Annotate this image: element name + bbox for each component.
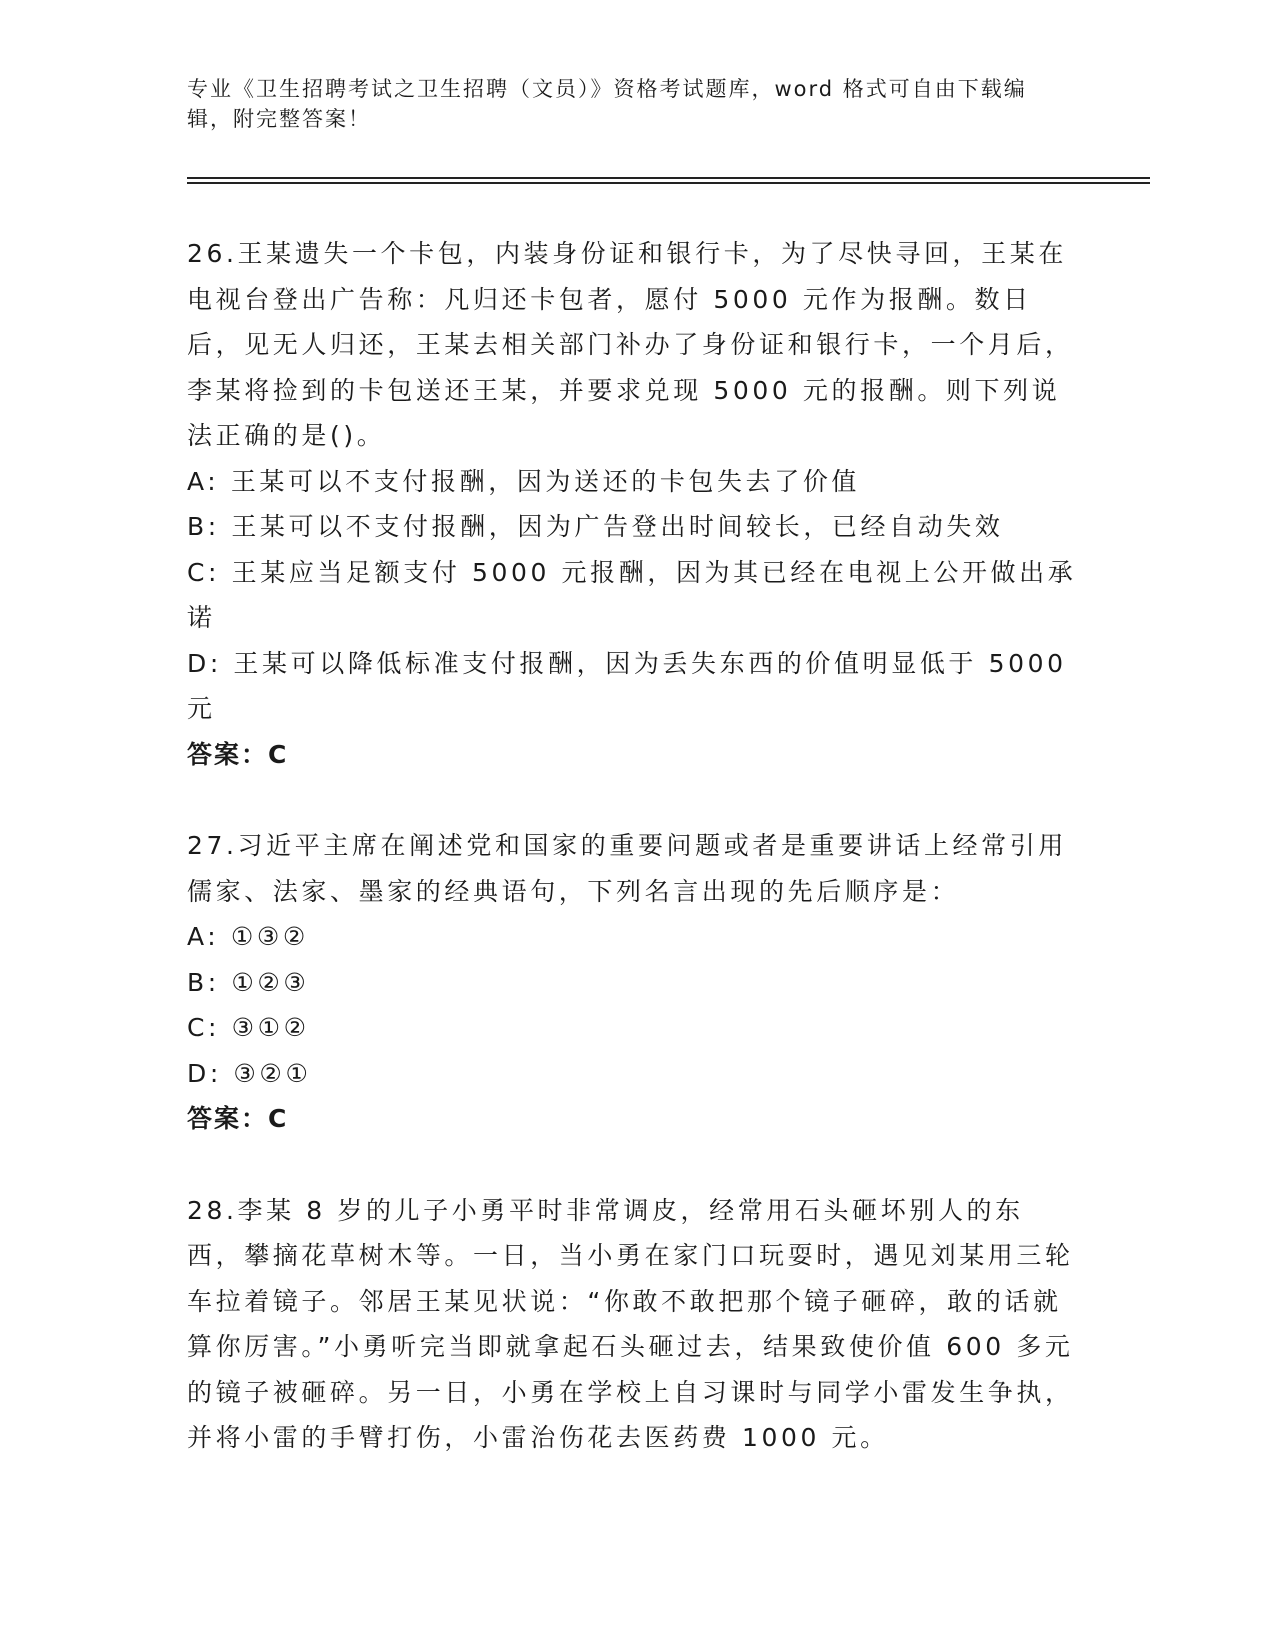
document-header: 专业《卫生招聘考试之卫生招聘（文员）》资格考试题库，word 格式可自由下载编辑，附完整答案！	[187, 77, 1027, 131]
option-b: B: 王某可以不支付报酬，因为广告登出时间较长，已经自动失效	[187, 512, 1004, 541]
header-rule-top	[187, 177, 1150, 179]
header-rule-bottom	[187, 182, 1150, 184]
question-stem: 27.习近平主席在阐述党和国家的重要问题或者是重要讲话上经常引用儒家、法家、墨家的经典语句，下列名言出现的先后顺序是：	[187, 831, 1067, 906]
question-stem: 26.王某遗失一个卡包，内装身份证和银行卡，为了尽快寻回，王某在电视台登出广告称：凡归还卡包者，愿付 5000 元作为报酬。数日后，见无人归还，王某去相关部门补办了身份证和银行卡，一个月后，李某将捡到的卡包送还王某，并要求兑现 5000 元的报酬。则下列说法正确的是()。	[187, 239, 1074, 450]
option-c: C: 王某应当足额支付 5000 元报酬，因为其已经在电视上公开做出承诺	[187, 557, 1077, 632]
option-d: D: ③②①	[187, 1058, 312, 1088]
answer: 答案：C	[187, 1104, 289, 1133]
option-b: B: ①②③	[187, 967, 310, 997]
option-c: C: ③①②	[187, 1013, 310, 1042]
question-stem: 28.李某 8 岁的儿子小勇平时非常调皮，经常用石头砸坏别人的东西，攀摘花草树木等。一日，当小勇在家门口玩耍时，遇见刘某用三轮车拉着镜子。邻居王某见状说：“你敢不敢把那个镜子砸碎，敢的话就算你厉害。”小勇听完当即就拿起石头砸过去，结果致使价值 600 多元的镜子被砸碎。另一日，小勇在学校上自习课时与同学小雷发生争执，并将小雷的手臂打伤，小雷治伤花去医药费 1000 元。	[187, 1195, 1074, 1452]
question-28	[187, 1188, 1077, 1461]
option-a: A: ①③②	[187, 922, 309, 951]
question-list	[187, 231, 1077, 1461]
question-26	[187, 231, 1077, 777]
answer: 答案：C	[187, 739, 289, 769]
option-d: D: 王某可以降低标准支付报酬，因为丢失东西的价值明显低于 5000 元	[187, 648, 1067, 723]
question-27	[187, 823, 1077, 1142]
option-a: A: 王某可以不支付报酬，因为送还的卡包失去了价值	[187, 466, 861, 496]
